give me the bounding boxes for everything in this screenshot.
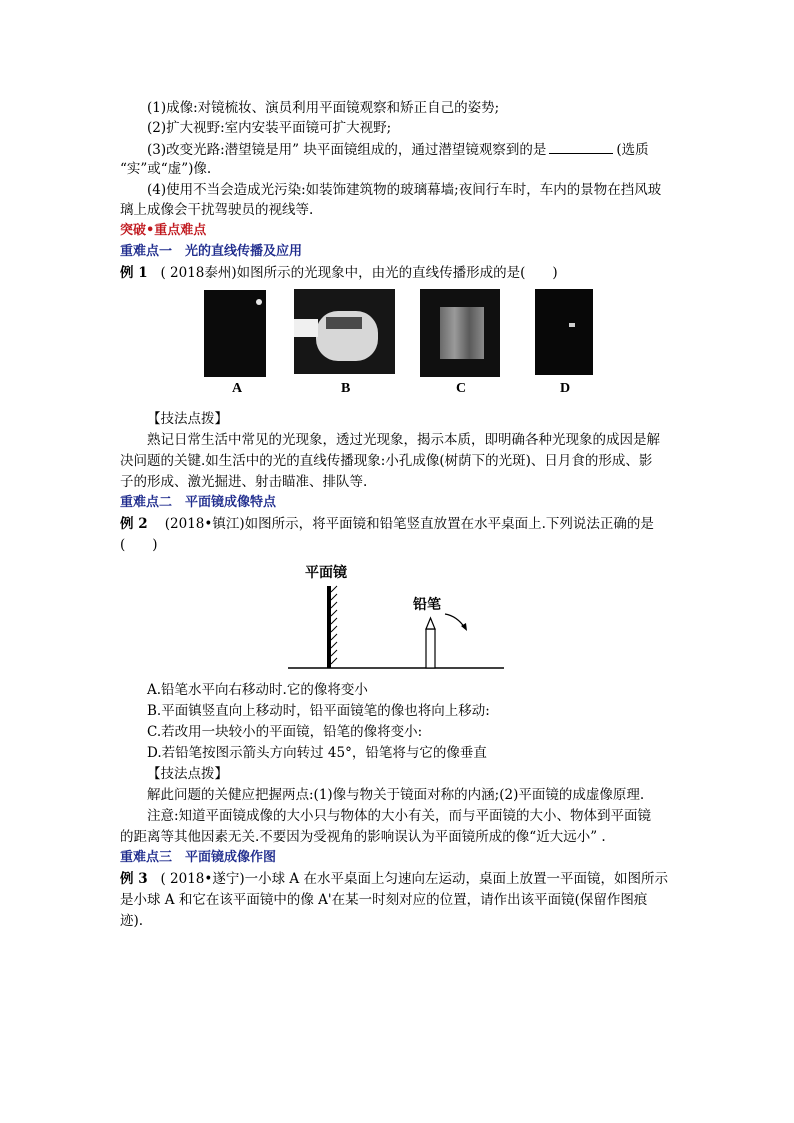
answer-blank[interactable]	[549, 139, 613, 154]
caption-a: A	[232, 381, 243, 396]
point1-tip-line-3: 子的形成、激光掘进、射击瞄准、排队等.	[120, 474, 368, 490]
example3-line-3: 迹).	[120, 913, 144, 929]
caption-c: C	[456, 381, 467, 396]
photo-d	[535, 289, 593, 375]
photo-a	[204, 290, 266, 377]
mirror-hatching	[331, 586, 337, 664]
intro-item-1: (1)成像:对镜梳妆、演员利用平面镜观察和矫正自己的姿势;	[147, 100, 500, 116]
point2-tip-line-1: 解此问题的关健应把握两点:(1)像与物关于镜面对称的内涵;(2)平面镜的成虚像原理.	[147, 787, 645, 803]
pencil-tip	[426, 618, 435, 629]
plane-mirror	[327, 586, 331, 668]
example1-text: ( 2018泰州)如图所示的光现象中，由光的直线传播形成的是( )	[160, 265, 558, 281]
point2-tip-line-3: 的距离等其他因素无关.不要因为受视角的影响误认为平面镜所成的像“近大远小” .	[120, 829, 606, 845]
photo-c-object	[440, 307, 484, 359]
pencil-body	[426, 629, 435, 668]
option-c: C.若改用一块较小的平面镜，铅笔的像将变小:	[147, 724, 423, 740]
mirror-pencil-diagram	[285, 578, 507, 674]
example2-label: 例 2	[120, 516, 148, 532]
example3-label: 例 3	[120, 871, 148, 887]
intro-item-3	[147, 139, 649, 160]
caption-d: D	[560, 381, 571, 396]
photo-d-spot	[569, 323, 575, 327]
option-b: B.平面镇竖直向上移动时，铅平面镜笔的像也将向上移动:	[147, 703, 490, 719]
example3	[120, 869, 668, 889]
example3-line-1: ( 2018•遂宁)一小球 A 在水平桌面上匀速向左运动，桌面上放置一平面镜，如图所示	[160, 871, 668, 887]
photo-b-display	[326, 317, 362, 329]
caption-b: B	[341, 381, 351, 396]
photo-a-light	[256, 299, 262, 305]
section-title: 突破•重点难点	[120, 223, 207, 238]
intro-item-3-text: (3)改变光路:潜望镜是用” 块平面镜组成的，通过潜望镜观察到的是	[147, 142, 547, 158]
mirror-label: 平面镜	[305, 565, 347, 581]
point1-heading: 重难点一 光的直线传播及应用	[120, 244, 303, 259]
example1	[120, 263, 558, 283]
intro-item-3-tail: (选质	[616, 142, 649, 158]
example2	[120, 514, 654, 534]
point1-tip-line-1: 熟记日常生活中常见的光现象，透过光现象，揭示本质，即明确各种光现象的成因是解	[147, 432, 660, 448]
example3-line-2: 是小球 A 和它在该平面镜中的像 A'在某一时刻对应的位置，请作出该平面镜(保留作图痕	[120, 892, 648, 908]
option-d: D.若铅笔按图示箭头方向转过 45°，铅笔将与它的像垂直	[147, 745, 487, 761]
example1-label: 例 1	[120, 265, 148, 281]
point2-tip-label: 【技法点拨】	[147, 766, 228, 782]
example2-tail: ( )	[120, 537, 158, 553]
photo-c	[420, 289, 500, 377]
point2-tip-line-2: 注意:知道平面镜成像的大小只与物体的大小有关，而与平面镜的大小、物体到平面镜	[147, 808, 652, 824]
point1-tip-label: 【技法点拨】	[147, 411, 228, 427]
intro-item-3-cont: “实”或“虚”)像.	[120, 161, 212, 177]
photo-b-reflection	[294, 319, 318, 337]
point1-tip-line-2: 决问题的关键.如生活中的光的直线传播现象:小孔成像(树荫下的光斑)、日月食的形成、影	[120, 453, 653, 469]
example2-text: (2018•镇江)如图所示，将平面镜和铅笔竖直放置在水平桌面上.下列说法正确的是	[164, 516, 654, 532]
pencil-label: 铅笔	[413, 597, 441, 613]
photo-b	[294, 289, 395, 374]
intro-item-4-cont: 璃上成像会干扰驾驶员的视线等.	[120, 202, 314, 218]
point2-heading: 重难点二 平面镜成像特点	[120, 495, 277, 510]
intro-item-2: (2)扩大视野:室内安装平面镜可扩大视野;	[147, 120, 392, 136]
intro-item-4: (4)使用不当会造成光污染:如装饰建筑物的玻璃幕墙;夜间行车时，车内的景物在挡风玻	[147, 182, 662, 198]
point3-heading: 重难点三 平面镜成像作图	[120, 850, 277, 865]
option-a: A.铅笔水平向右移动时.它的像将变小	[147, 682, 368, 698]
